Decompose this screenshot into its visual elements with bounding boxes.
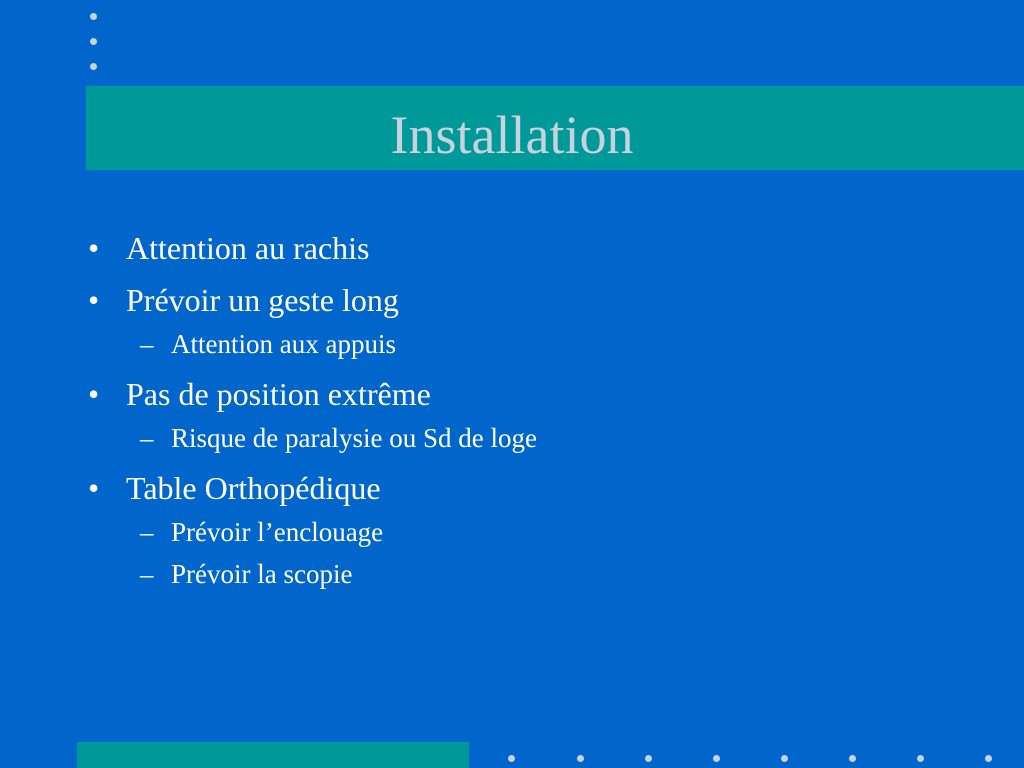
decor-dot xyxy=(90,13,97,20)
bullet-item xyxy=(86,226,986,270)
decor-dot xyxy=(917,755,924,762)
sub-bullet-marker: – xyxy=(140,423,154,453)
decor-dot xyxy=(713,755,720,762)
decor-dot xyxy=(645,755,652,762)
bullet-text: Table Orthopédique xyxy=(126,470,381,506)
bullet-marker: • xyxy=(88,230,100,266)
decor-dot xyxy=(90,63,97,70)
slide-title: Installation xyxy=(390,105,634,165)
bottom-band xyxy=(77,742,469,768)
sub-bullet-item xyxy=(86,326,986,362)
decor-dot xyxy=(577,755,584,762)
bullet-marker: • xyxy=(88,282,100,318)
bullet-text: Pas de position extrême xyxy=(126,376,431,412)
sub-bullet-text: Attention aux appuis xyxy=(171,329,396,359)
bullet-text: Prévoir un geste long xyxy=(126,282,399,318)
sub-bullet-marker: – xyxy=(140,329,154,359)
decor-dot xyxy=(90,38,97,45)
sub-bullet-text: Risque de paralysie ou Sd de loge xyxy=(171,423,537,453)
decor-dot xyxy=(849,755,856,762)
bullet-text: Attention au rachis xyxy=(126,230,370,266)
sub-bullet-item xyxy=(86,556,986,592)
bullet-item xyxy=(86,466,986,510)
bullet-marker: • xyxy=(88,470,100,506)
bullet-item xyxy=(86,278,986,322)
decor-dot xyxy=(508,755,515,762)
bullet-marker: • xyxy=(88,376,100,412)
sub-bullet-text: Prévoir l’enclouage xyxy=(171,517,384,547)
sub-bullet-item xyxy=(86,420,986,456)
sub-bullet-marker: – xyxy=(140,559,154,589)
bullet-item xyxy=(86,372,986,416)
bullet-list xyxy=(86,226,986,602)
sub-bullet-marker: – xyxy=(140,517,154,547)
decor-dot xyxy=(985,755,992,762)
sub-bullet-text: Prévoir la scopie xyxy=(171,559,353,589)
decor-dot xyxy=(781,755,788,762)
sub-bullet-item xyxy=(86,514,986,550)
